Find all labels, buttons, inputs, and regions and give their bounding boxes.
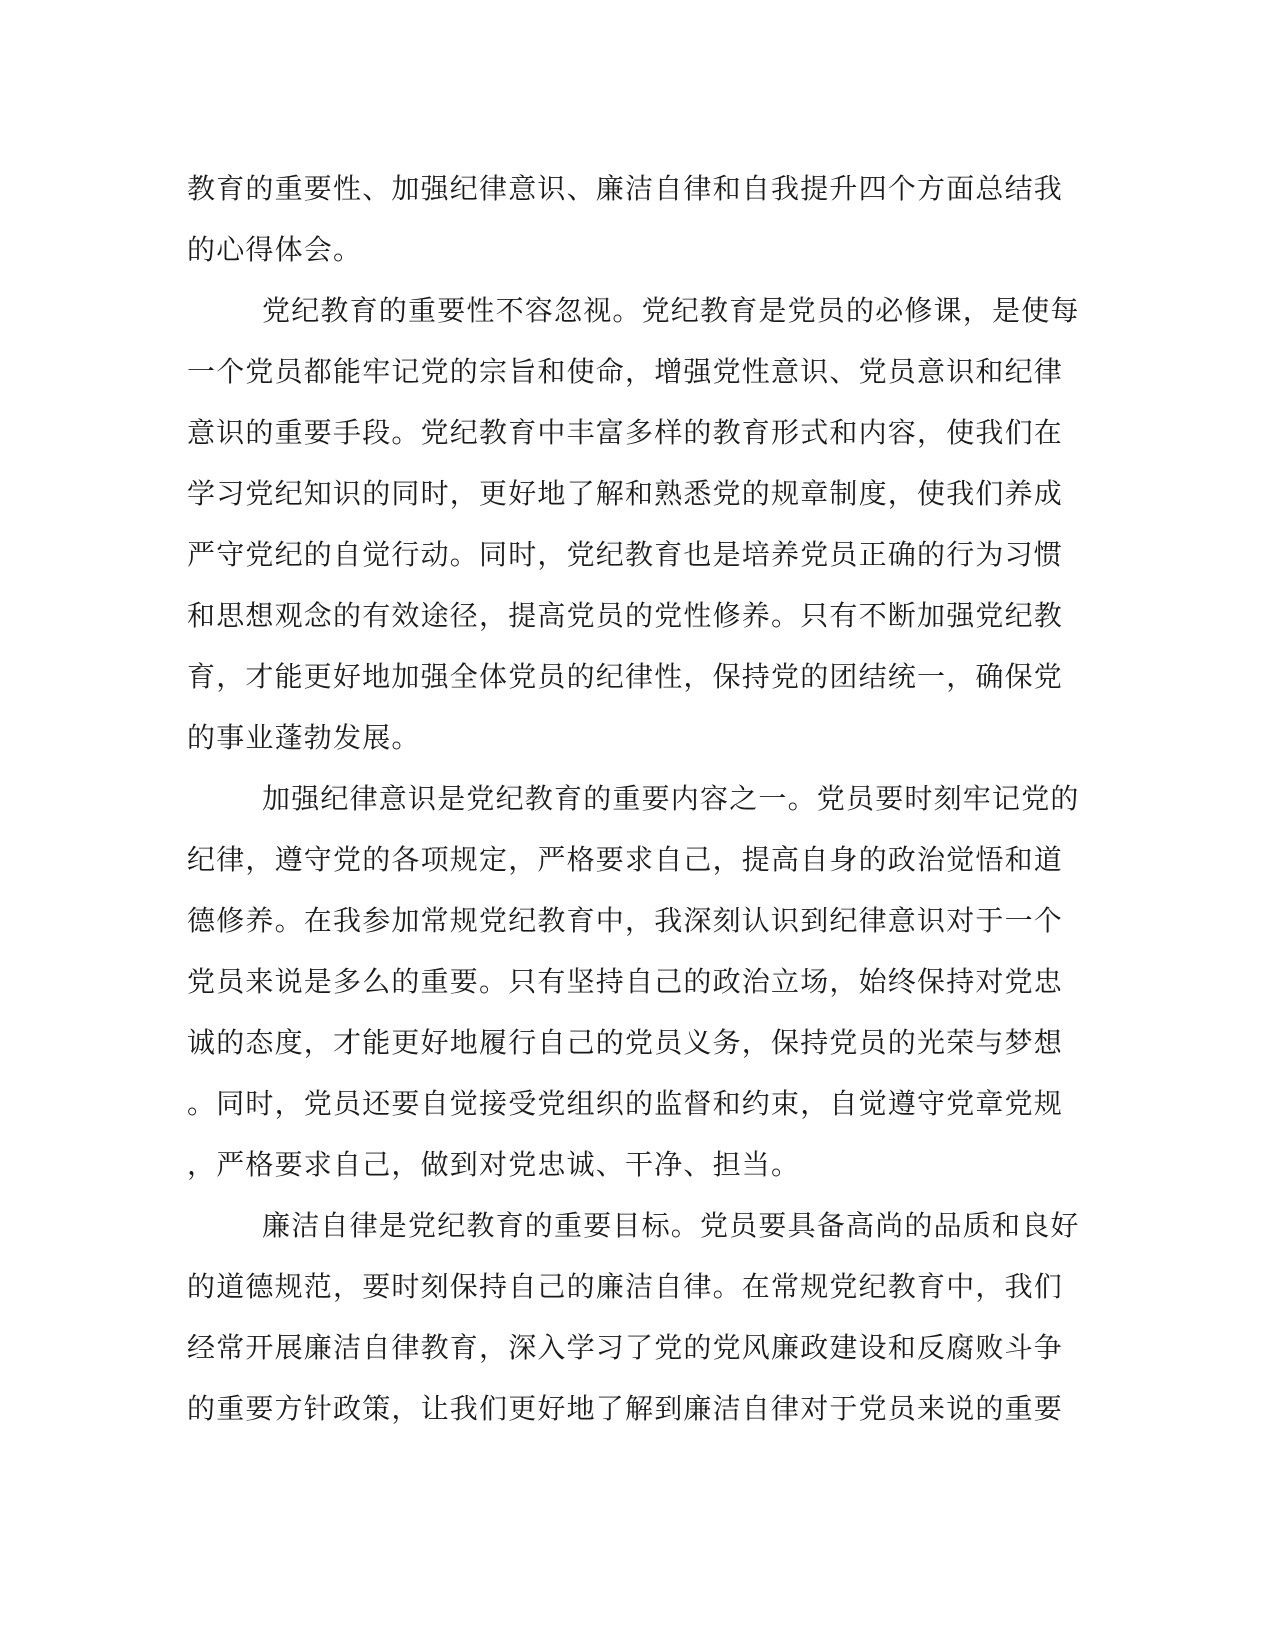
text-line: 的事业蓬勃发展。 [187, 721, 421, 754]
paragraph-continued [187, 158, 1087, 280]
text-line: 学习党纪知识的同时，更好地了解和熟悉党的规章制度，使我们养成 [187, 477, 1064, 510]
text-line: 的心得体会。 [187, 233, 363, 266]
text-line: 。同时，党员还要自觉接受党组织的监督和约束，自觉遵守党章党规 [187, 1087, 1064, 1120]
body-text [187, 158, 1087, 1439]
paragraph-integrity [187, 1195, 1087, 1439]
text-line: 经常开展廉洁自律教育，深入学习了党的党风廉政建设和反腐败斗争 [187, 1331, 1064, 1364]
text-line: 纪律，遵守党的各项规定，严格要求自己，提高自身的政治觉悟和道 [187, 843, 1064, 876]
text-line: 廉洁自律是党纪教育的重要目标。党员要具备高尚的品质和良好 [262, 1209, 1080, 1242]
text-line: 一个党员都能牢记党的宗旨和使命，增强党性意识、党员意识和纪律 [187, 355, 1064, 388]
text-line: 加强纪律意识是党纪教育的重要内容之一。党员要时刻牢记党的 [262, 782, 1080, 815]
text-line: 的重要方针政策，让我们更好地了解到廉洁自律对于党员来说的重要 [187, 1392, 1064, 1425]
paragraph-discipline [187, 768, 1087, 1195]
text-line: 党员来说是多么的重要。只有坚持自己的政治立场，始终保持对党忠 [187, 965, 1064, 998]
text-line: ，严格要求自己，做到对党忠诚、干净、担当。 [187, 1148, 801, 1181]
text-line: 党纪教育的重要性不容忽视。党纪教育是党员的必修课，是使每 [262, 294, 1080, 327]
text-line: 育，才能更好地加强全体党员的纪律性，保持党的团结统一，确保党 [187, 660, 1064, 693]
text-line: 教育的重要性、加强纪律意识、廉洁自律和自我提升四个方面总结我 [187, 172, 1064, 205]
text-line: 的道德规范，要时刻保持自己的廉洁自律。在常规党纪教育中，我们 [187, 1270, 1064, 1303]
text-line: 和思想观念的有效途径，提高党员的党性修养。只有不断加强党纪教 [187, 599, 1064, 632]
text-line: 严守党纪的自觉行动。同时，党纪教育也是培养党员正确的行为习惯 [187, 538, 1064, 571]
text-line: 诚的态度，才能更好地履行自己的党员义务，保持党员的光荣与梦想 [187, 1026, 1064, 1059]
text-line: 德修养。在我参加常规党纪教育中，我深刻认识到纪律意识对于一个 [187, 904, 1064, 937]
paragraph-importance [187, 280, 1087, 768]
text-line: 意识的重要手段。党纪教育中丰富多样的教育形式和内容，使我们在 [187, 416, 1064, 449]
